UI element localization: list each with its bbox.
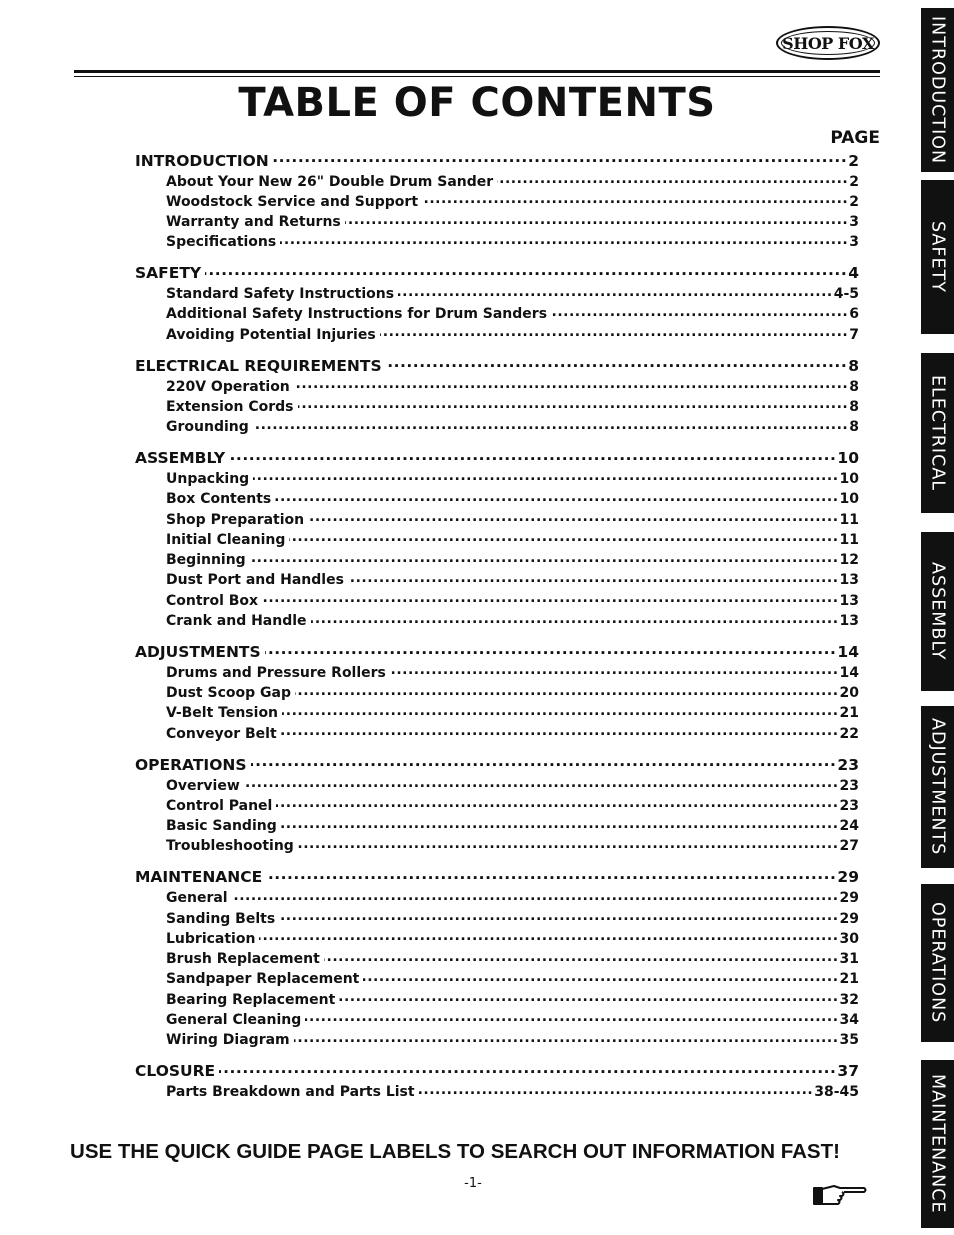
toc-section	[135, 641, 859, 744]
toc-entry[interactable]	[135, 192, 859, 212]
toc-section-heading-label: SAFETY	[135, 264, 202, 283]
toc-entry[interactable]	[135, 397, 859, 417]
dot-leader	[280, 232, 848, 246]
toc-entry-label: Conveyor Belt	[166, 725, 277, 742]
toc-entry-label: V-Belt Tension	[166, 705, 279, 722]
toc-entry[interactable]	[135, 550, 859, 570]
toc-section-heading[interactable]	[135, 1061, 859, 1083]
toc-entry-page: 2	[849, 173, 859, 190]
toc-entry-page: 32	[839, 991, 859, 1008]
toc-entry[interactable]	[135, 776, 859, 796]
toc-entry-page: 7	[849, 326, 859, 343]
toc-entry-label: Standard Safety Instructions	[166, 286, 395, 303]
toc-section-heading-label: OPERATIONS	[135, 755, 247, 774]
side-tab-label: SAFETY	[927, 221, 948, 293]
pointing-hand-icon	[812, 1180, 868, 1210]
dot-leader	[308, 510, 838, 524]
toc-section-heading-page: 8	[848, 356, 859, 375]
toc-entry[interactable]	[135, 469, 859, 489]
toc-entry-page: 6	[849, 306, 859, 323]
dot-leader	[266, 867, 836, 883]
toc-section-heading-page: 2	[848, 151, 859, 170]
toc-section-heading-page: 10	[837, 448, 859, 467]
toc-section	[135, 263, 859, 345]
header-rule-thin	[74, 76, 880, 77]
toc-entry[interactable]	[135, 816, 859, 836]
side-tab-safety[interactable]	[921, 180, 954, 334]
toc-entry-label: Initial Cleaning	[166, 531, 286, 548]
side-tab-label: ELECTRICAL	[927, 374, 948, 492]
logo-text: SHOP FOX	[782, 33, 874, 53]
dot-leader	[273, 150, 847, 166]
toc-entry-page: 23	[839, 797, 859, 814]
toc-entry-label: Shop Preparation	[166, 511, 305, 528]
toc-section-heading-page: 23	[837, 755, 859, 774]
dot-leader	[205, 263, 847, 279]
toc-entry-page: 21	[839, 705, 859, 722]
toc-section-heading-label: ELECTRICAL REQUIREMENTS	[135, 356, 382, 375]
toc-section-heading-page: 29	[837, 868, 859, 887]
dot-leader	[281, 724, 839, 738]
toc-entry[interactable]	[135, 284, 859, 304]
toc-entry-label: About Your New 26" Double Drum Sander	[166, 173, 494, 190]
dot-leader	[398, 284, 833, 298]
toc-entry-label: Specifications	[166, 234, 277, 251]
toc-entry-label: Extension Cords	[166, 398, 294, 415]
quick-guide-note: USE THE QUICK GUIDE PAGE LABELS TO SEARCH OUT INFORMATION FAST!	[70, 1140, 840, 1163]
dot-leader	[259, 929, 838, 943]
toc-entry-page: 8	[849, 378, 859, 395]
toc-entry-label: Beginning	[166, 552, 246, 569]
toc-section	[135, 150, 859, 253]
toc-entry-page: 13	[839, 572, 859, 589]
toc-entry[interactable]	[135, 510, 859, 530]
toc-section-heading-page: 37	[837, 1062, 859, 1081]
toc-entry-page: 14	[839, 664, 859, 681]
page-column-header: PAGE	[830, 128, 880, 148]
toc-entry[interactable]	[135, 570, 859, 590]
toc-entry[interactable]	[135, 304, 859, 324]
toc-entry-page: 3	[849, 214, 859, 231]
toc-entry-page: 38-45	[814, 1084, 859, 1101]
toc-entry-label: Grounding	[166, 419, 249, 436]
toc-entry-label: Unpacking	[166, 470, 250, 487]
dot-leader	[298, 397, 849, 411]
dot-leader	[282, 703, 838, 717]
dot-leader	[262, 591, 838, 605]
toc-section-heading-label: ASSEMBLY	[135, 448, 226, 467]
toc-entry-page: 13	[839, 613, 859, 630]
toc-entry[interactable]	[135, 172, 859, 192]
toc-entry[interactable]	[135, 1030, 859, 1050]
toc-entry[interactable]	[135, 949, 859, 969]
toc-entry-page: 29	[839, 910, 859, 927]
toc-entry[interactable]	[135, 212, 859, 232]
toc-entry[interactable]	[135, 377, 859, 397]
page-number: -1-	[464, 1176, 482, 1191]
toc-section	[135, 867, 859, 1051]
toc-entry[interactable]	[135, 836, 859, 856]
dot-leader	[551, 304, 848, 318]
dot-leader	[339, 990, 838, 1004]
toc-entry-page: 34	[839, 1012, 859, 1028]
toc-entry-page: 11	[839, 511, 859, 528]
side-tab-adjustments[interactable]	[921, 706, 954, 868]
toc-entry-label: Basic Sanding	[166, 818, 277, 835]
toc-entry[interactable]	[135, 663, 859, 683]
toc-entry-page: 24	[839, 818, 859, 835]
toc-entry-label: Wiring Diagram	[166, 1032, 290, 1049]
side-tab-label: INTRODUCTION	[927, 15, 948, 165]
toc-entry-page: 4-5	[833, 286, 859, 303]
toc-entry-page: 27	[839, 838, 859, 855]
toc-entry[interactable]	[135, 489, 859, 509]
toc-entry[interactable]	[135, 530, 859, 550]
dot-leader	[294, 1030, 839, 1044]
dot-leader	[497, 172, 848, 186]
side-tab-operations[interactable]	[921, 884, 954, 1042]
toc-entry-label: Sandpaper Replacement	[166, 971, 360, 988]
shop-fox-logo	[776, 26, 880, 60]
toc-section-heading[interactable]	[135, 754, 859, 776]
toc-section	[135, 1061, 859, 1103]
toc-entry-label: Avoiding Potential Injuries	[166, 326, 376, 343]
toc-entry[interactable]	[135, 591, 859, 611]
toc-section	[135, 355, 859, 437]
toc-section-heading-label: INTRODUCTION	[135, 151, 269, 170]
dot-leader	[324, 949, 839, 963]
toc-entry-label: Control Panel	[166, 797, 273, 814]
side-tab-label: MAINTENANCE	[927, 1074, 948, 1214]
page-title: TABLE OF CONTENTS	[238, 80, 716, 126]
toc-entry-page: 10	[839, 491, 859, 508]
dot-leader	[419, 1082, 814, 1096]
toc-entry-label: Additional Safety Instructions for Drum Sanders	[166, 306, 548, 323]
toc-entry-label: Drums and Pressure Rollers	[166, 664, 386, 681]
toc-entry-page: 8	[849, 398, 859, 415]
toc-entry-label: General Cleaning	[166, 1012, 302, 1028]
dot-leader	[250, 550, 839, 564]
side-tab-label: ADJUSTMENTS	[927, 718, 948, 856]
toc-entry-label: Brush Replacement	[166, 951, 320, 968]
dot-leader	[380, 325, 849, 339]
toc-section-heading-label: CLOSURE	[135, 1062, 216, 1081]
dot-leader	[345, 212, 848, 226]
toc-section-heading[interactable]	[135, 263, 859, 285]
toc-section-heading[interactable]	[135, 641, 859, 663]
toc-entry-label: General	[166, 890, 228, 907]
dot-leader	[311, 611, 839, 625]
dot-leader	[253, 469, 838, 483]
dot-leader	[232, 888, 839, 902]
toc-entry[interactable]	[135, 703, 859, 723]
toc-entry-page: 35	[839, 1032, 859, 1049]
side-tab-introduction[interactable]	[921, 8, 954, 172]
toc-section	[135, 754, 859, 857]
dot-leader	[251, 754, 837, 770]
toc-entry-page: 12	[839, 552, 859, 569]
toc-entry[interactable]	[135, 1010, 859, 1030]
dot-leader	[244, 776, 839, 790]
toc-entry[interactable]	[135, 232, 859, 252]
dot-leader	[294, 377, 848, 391]
toc-section-heading-page: 14	[837, 642, 859, 661]
dot-leader	[305, 1010, 838, 1024]
dot-leader	[298, 836, 839, 850]
toc-entry-page: 21	[839, 971, 859, 988]
toc-entry-label: 220V Operation	[166, 378, 290, 395]
toc-entry[interactable]	[135, 683, 859, 703]
toc-entry-page: 31	[839, 951, 859, 968]
toc-entry[interactable]	[135, 909, 859, 929]
toc-entry[interactable]	[135, 969, 859, 989]
toc-entry[interactable]	[135, 611, 859, 631]
dot-leader	[279, 909, 838, 923]
dot-leader	[295, 683, 839, 697]
toc-section-heading-label: MAINTENANCE	[135, 868, 263, 887]
toc-entry[interactable]	[135, 1082, 859, 1102]
dot-leader	[265, 641, 837, 657]
toc-entry-label: Troubleshooting	[166, 838, 294, 855]
dot-leader	[289, 530, 838, 544]
side-tab-assembly[interactable]	[921, 532, 954, 691]
toc-entry[interactable]	[135, 888, 859, 908]
dot-leader	[219, 1061, 836, 1077]
toc-section-heading[interactable]	[135, 447, 859, 469]
toc-entry-page: 8	[849, 419, 859, 436]
dot-leader	[422, 192, 848, 206]
toc-entry[interactable]	[135, 990, 859, 1010]
toc-entry-label: Dust Port and Handles	[166, 572, 344, 589]
toc-section-heading[interactable]	[135, 355, 859, 377]
toc-entry-page: 23	[839, 777, 859, 794]
dot-leader	[386, 355, 848, 371]
side-tab-label: OPERATIONS	[927, 902, 948, 1024]
toc-entry-page: 10	[839, 470, 859, 487]
toc-entry-label: Lubrication	[166, 930, 256, 947]
toc-entry-page: 20	[839, 685, 859, 702]
toc-entry[interactable]	[135, 724, 859, 744]
dot-leader	[281, 816, 839, 830]
toc-entry[interactable]	[135, 417, 859, 437]
toc-entry-page: 30	[839, 930, 859, 947]
toc-entry-page: 3	[849, 234, 859, 251]
dot-leader	[390, 663, 839, 677]
side-tab-maintenance[interactable]	[921, 1060, 954, 1228]
toc-entry-page: 29	[839, 890, 859, 907]
dot-leader	[348, 570, 839, 584]
toc-entry-label: Overview	[166, 777, 240, 794]
side-tab-label: ASSEMBLY	[927, 562, 948, 661]
toc-entry-label: Woodstock Service and Support	[166, 193, 419, 210]
toc-entry-page: 11	[839, 531, 859, 548]
toc-entry-page: 2	[849, 193, 859, 210]
dot-leader	[363, 969, 838, 983]
toc-section-heading-label: ADJUSTMENTS	[135, 642, 261, 661]
dot-leader	[276, 796, 838, 810]
header-rule-thick	[74, 70, 880, 73]
side-tab-electrical[interactable]	[921, 353, 954, 513]
toc-entry-label: Control Box	[166, 592, 259, 609]
side-tabs	[921, 0, 954, 1235]
toc-entry[interactable]	[135, 929, 859, 949]
toc-section-heading[interactable]	[135, 867, 859, 889]
toc-entry-page: 22	[839, 725, 859, 742]
dot-leader	[229, 447, 836, 463]
table-of-contents	[135, 150, 859, 1112]
toc-entry-label: Box Contents	[166, 491, 272, 508]
toc-section-heading[interactable]	[135, 150, 859, 172]
dot-leader	[253, 417, 848, 431]
toc-entry-label: Bearing Replacement	[166, 991, 336, 1008]
toc-entry-label: Crank and Handle	[166, 613, 307, 630]
toc-section	[135, 447, 859, 631]
toc-entry-label: Dust Scoop Gap	[166, 685, 291, 702]
toc-entry-label: Sanding Belts	[166, 910, 276, 927]
toc-entry-label: Warranty and Returns	[166, 214, 341, 231]
toc-entry[interactable]	[135, 796, 859, 816]
dot-leader	[275, 489, 838, 503]
toc-entry[interactable]	[135, 325, 859, 345]
toc-entry-page: 13	[839, 592, 859, 609]
toc-entry-label: Parts Breakdown and Parts List	[166, 1084, 415, 1101]
toc-section-heading-page: 4	[848, 264, 859, 283]
